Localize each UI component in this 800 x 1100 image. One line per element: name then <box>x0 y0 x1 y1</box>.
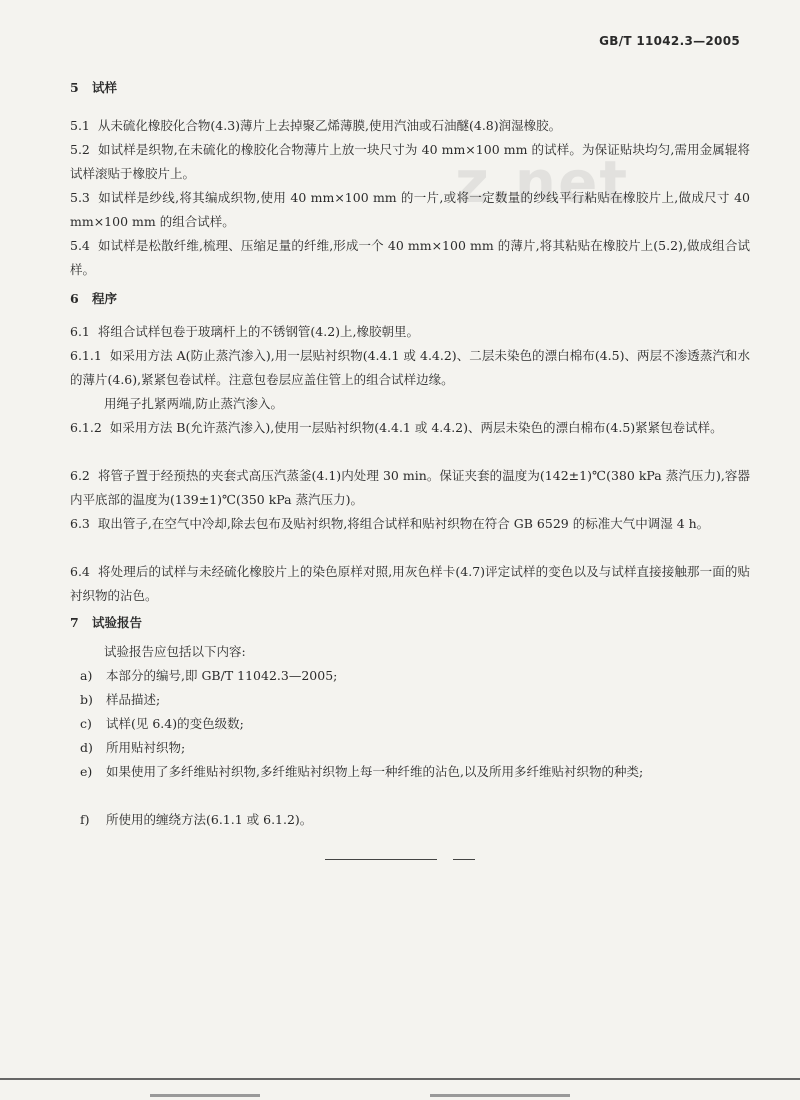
list-item-label: b) <box>80 692 93 707</box>
watermark: z.net <box>455 148 630 216</box>
list-item-text: 所用贴衬织物; <box>106 740 186 755</box>
list-item <box>80 688 750 712</box>
end-of-document-rule <box>325 857 475 863</box>
clause-number: 6.2 <box>70 468 90 483</box>
clause-text: 如试样是织物,在未硫化的橡胶化合物薄片上放一块尺寸为 40 mm×100 mm 的试样。为保证贴块均匀,需用金属辊将试样滚贴于橡胶片上。 <box>70 142 750 181</box>
list-item <box>80 736 750 760</box>
clause-text: 从未硫化橡胶化合物(4.3)薄片上去掉聚乙烯薄膜,使用汽油或石油醚(4.8)润湿橡胶。 <box>97 118 562 133</box>
clause-5-3 <box>70 186 750 234</box>
list-item <box>80 664 750 688</box>
clause-number: 5.2 <box>70 142 90 157</box>
clause-number: 5.3 <box>70 190 90 205</box>
clause-number: 6.1.1 <box>70 348 102 363</box>
section-title: 试样 <box>92 80 118 95</box>
list-item-text: 试样(见 6.4)的变色级数; <box>106 716 244 731</box>
list-item-label: e) <box>80 764 93 779</box>
clause-6-4 <box>70 560 750 608</box>
clause-5-4 <box>70 234 750 282</box>
list-item-label: d) <box>80 740 93 755</box>
section-title: 试验报告 <box>92 615 143 630</box>
list-item <box>80 808 750 832</box>
clause-6-1 <box>70 320 750 344</box>
section-7-heading <box>70 613 142 631</box>
report-intro: 试验报告应包括以下内容: <box>104 644 246 659</box>
clause-text: 取出管子,在空气中冷却,除去包布及贴衬织物,将组合试样和贴衬织物在符合 GB 6529 的标准大气中调湿 4 h。 <box>97 516 710 531</box>
clause-6-1-1-continuation: 用绳子扎紧两端,防止蒸汽渗入。 <box>104 396 283 411</box>
list-item-text: 如果使用了多纤维贴衬织物,多纤维贴衬织物上每一种纤维的沾色,以及所用多纤维贴衬织物的种类; <box>106 764 644 779</box>
list-item-label: c) <box>80 716 92 731</box>
clause-number: 6.1.2 <box>70 420 102 435</box>
section-number: 5 <box>70 80 79 95</box>
clause-number: 6.3 <box>70 516 90 531</box>
clause-5-2 <box>70 138 750 186</box>
clause-6-3 <box>70 512 750 536</box>
clause-number: 5.4 <box>70 238 90 253</box>
bottom-scan-strip <box>0 1092 800 1100</box>
clause-text: 将管子置于经预热的夹套式高压汽蒸釜(4.1)内处理 30 min。保证夹套的温度为(142±1)℃(380 kPa 蒸汽压力),容器内平底部的温度为(139±1)℃(350 kPa 蒸汽压力)。 <box>70 468 750 507</box>
clause-text: 如采用方法 B(允许蒸汽渗入),使用一层贴衬织物(4.4.1 或 4.4.2)、两层未染色的漂白棉布(4.5)紧紧包卷试样。 <box>109 420 723 435</box>
clause-number: 5.1 <box>70 118 90 133</box>
clause-number: 6.4 <box>70 564 90 579</box>
section-5-heading <box>70 78 117 96</box>
list-item-label: f) <box>80 812 90 827</box>
clause-text: 如采用方法 A(防止蒸汽渗入),用一层贴衬织物(4.4.1 或 4.4.2)、二层未染色的漂白棉布(4.5)、两层不渗透蒸汽和水的薄片(4.6),紧紧包卷试样。注意包卷层应盖住管上的组合试样边缘。 <box>70 348 750 387</box>
section-6-heading <box>70 289 117 307</box>
section-number: 6 <box>70 291 79 306</box>
clause-number: 6.1 <box>70 324 90 339</box>
bottom-border-rule <box>0 1078 800 1080</box>
clause-text: 如试样是纱线,将其编成织物,使用 40 mm×100 mm 的一片,或将一定数量的纱线平行粘贴在橡胶片上,做成尺寸 40 mm×100 mm 的组合试样。 <box>70 190 750 229</box>
standard-code: GB/T 11042.3—2005 <box>599 34 740 48</box>
list-item-text: 样品描述; <box>106 692 161 707</box>
clause-text: 将处理后的试样与未经硫化橡胶片上的染色原样对照,用灰色样卡(4.7)评定试样的变色以及与试样直接接触那一面的贴衬织物的沾色。 <box>70 564 750 603</box>
clause-text: 将组合试样包卷于玻璃杆上的不锈钢管(4.2)上,橡胶朝里。 <box>97 324 419 339</box>
clause-6-2 <box>70 464 750 512</box>
section-title: 程序 <box>92 291 118 306</box>
clause-6-1-1 <box>70 344 750 392</box>
list-item <box>80 712 750 736</box>
clause-text: 如试样是松散纤维,梳理、压缩足量的纤维,形成一个 40 mm×100 mm 的薄片,将其粘贴在橡胶片上(5.2),做成组合试样。 <box>70 238 750 277</box>
list-item <box>80 760 750 784</box>
clause-6-1-2 <box>70 416 750 440</box>
list-item-text: 所使用的缠绕方法(6.1.1 或 6.1.2)。 <box>106 812 313 827</box>
clause-5-1 <box>70 114 750 138</box>
section-number: 7 <box>70 615 79 630</box>
list-item-label: a) <box>80 668 93 683</box>
list-item-text: 本部分的编号,即 GB/T 11042.3—2005; <box>106 668 338 683</box>
